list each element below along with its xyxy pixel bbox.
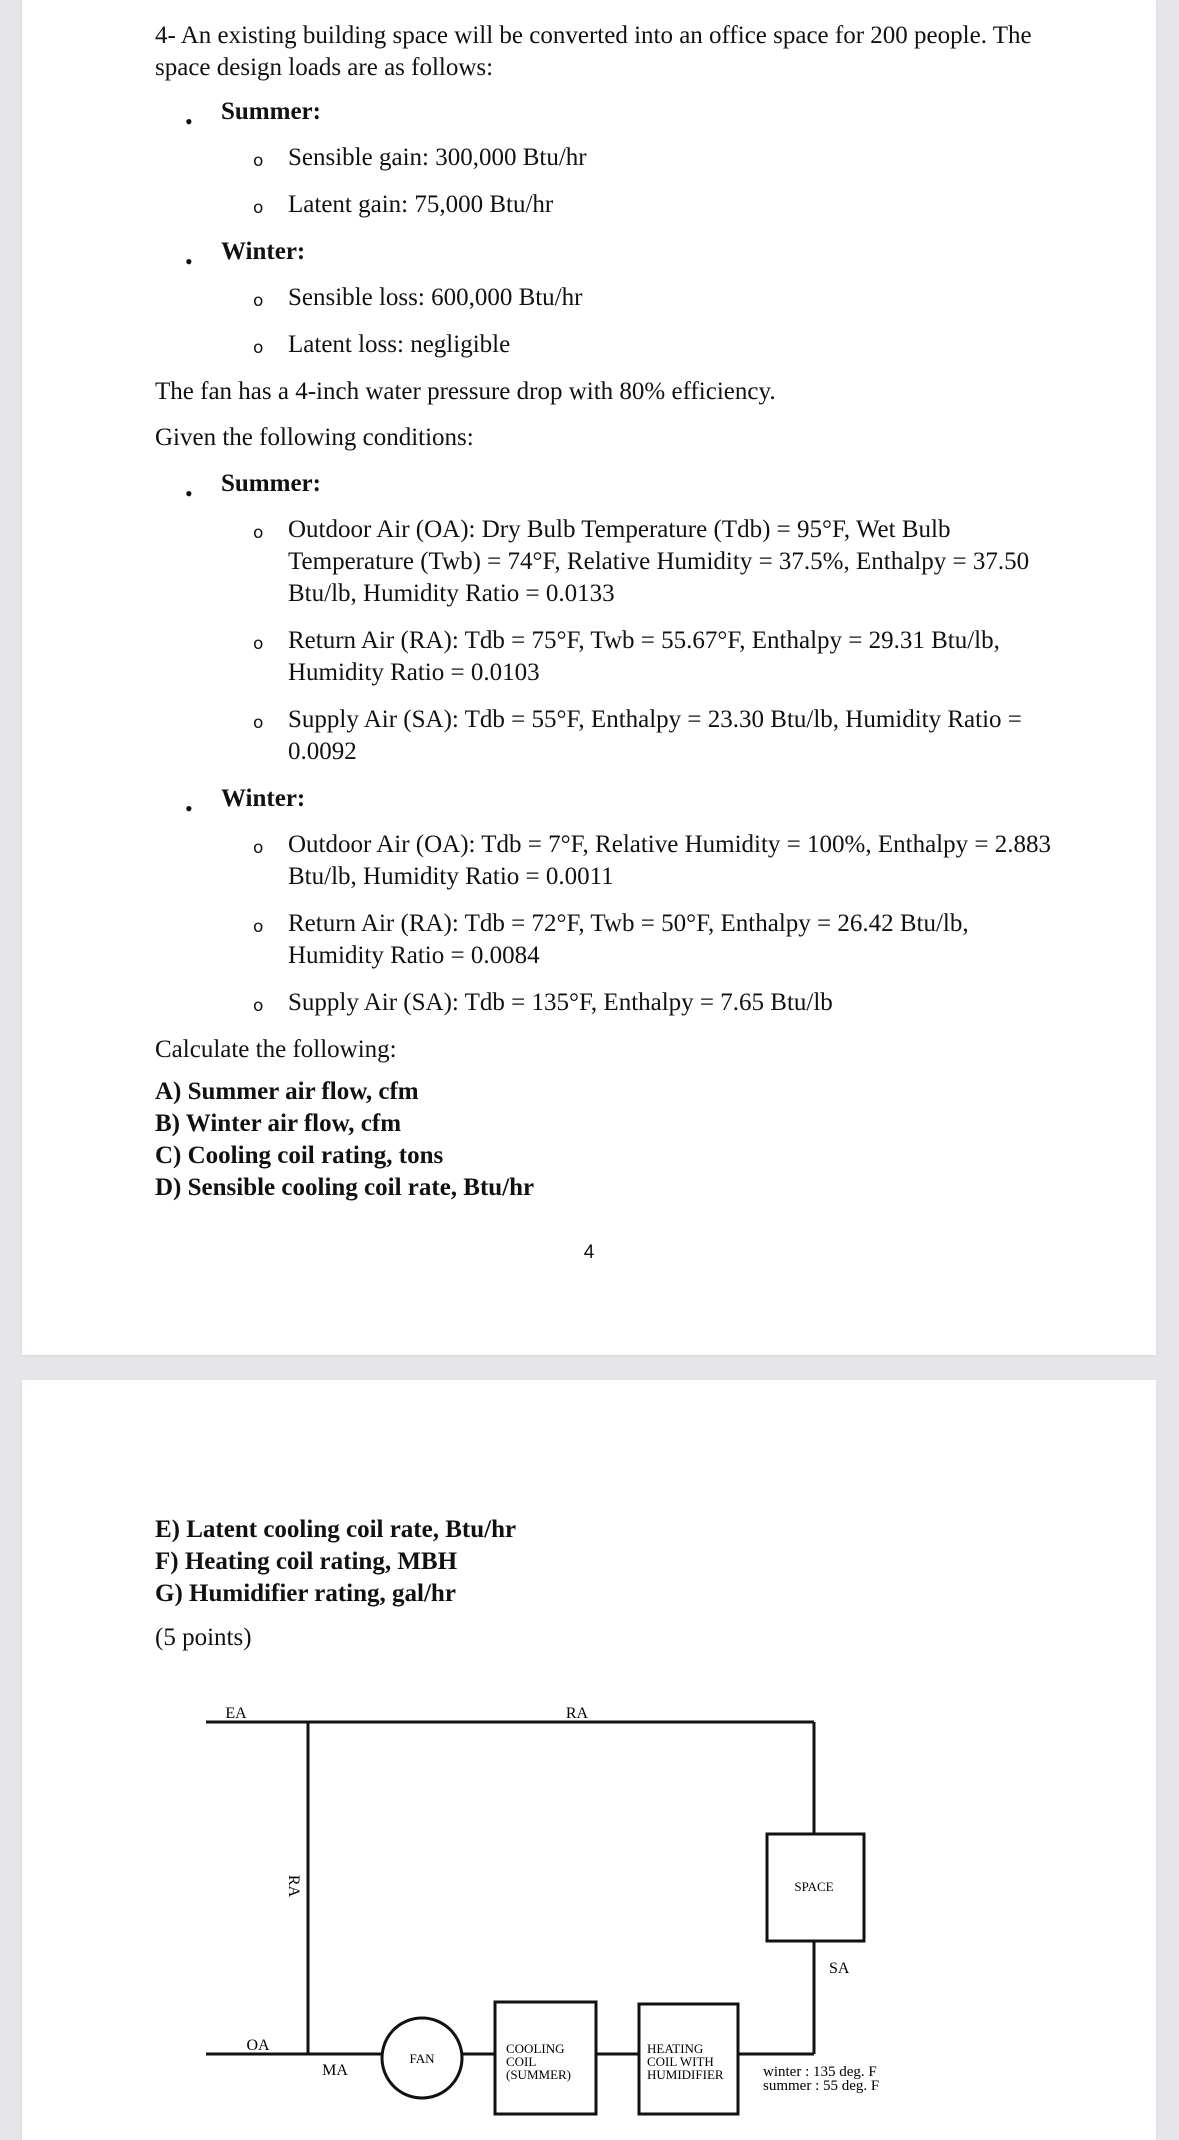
summer-loads-sublist (221, 142, 1056, 221)
document-page-2 (22, 1380, 1156, 2140)
list-item: o Return Air (RA): Tdb = 75°F, Twb = 55.67°F, Enthalpy = 29.31 Btu/lb, Humidity Ratio = 0.0103 (221, 625, 1056, 689)
winter-heading: • Winter: (221, 785, 306, 812)
questions-list-page-1 (155, 1076, 1056, 1204)
page-1-content (155, 20, 1056, 1204)
list-item: o Latent gain: 75,000 Btu/hr (221, 189, 1056, 221)
summer-conditions-sublist (221, 514, 1056, 768)
winter-loads-sublist (221, 282, 1056, 361)
conditions-summer (155, 468, 1056, 768)
cooling-coil-line-2: COIL (506, 2054, 537, 2069)
question-b: B) Winter air flow, cfm (155, 1110, 402, 1137)
winter-temp-label: winter : 135 deg. F (763, 2064, 877, 2080)
question-d: D) Sensible cooling coil rate, Btu/hr (155, 1174, 535, 1201)
space-label: SPACE (794, 1879, 834, 1894)
fan-text: The fan has a 4-inch water pressure drop with 80% efficiency. (155, 378, 776, 405)
list-item: o Latent loss: negligible (221, 329, 1056, 361)
points-text: (5 points) (155, 1624, 252, 1651)
winter-conditions-sublist (221, 829, 1056, 1019)
conditions-list (155, 468, 1056, 1019)
list-item: o Outdoor Air (OA): Dry Bulb Temperature (Tdb) = 95°F, Wet Bulb Temperature (Twb) = 74°F, Relative Humidity = 37.5%, Enthalpy = 37.50 Btu/lb, Humidity Ratio = 0.0133 (221, 514, 1056, 610)
ma-label: MA (322, 2062, 348, 2079)
question-g: G) Humidifier rating, gal/hr (155, 1580, 456, 1607)
question-f: F) Heating coil rating, MBH (155, 1548, 458, 1575)
design-loads-list (155, 96, 1056, 361)
ra-top-label: RA (565, 1705, 589, 1722)
given-text: Given the following conditions: (155, 424, 474, 451)
list-item: o Return Air (RA): Tdb = 72°F, Twb = 50°F, Enthalpy = 26.42 Btu/lb, Humidity Ratio = 0.0084 (221, 908, 1056, 972)
heating-coil-line-3: HUMIDIFIER (647, 2067, 724, 2082)
conditions-winter (155, 783, 1056, 1019)
summer-heading: • Summer: (221, 98, 321, 125)
calc-text: Calculate the following: (155, 1036, 397, 1063)
summer-heading: • Summer: (221, 470, 321, 497)
oa-label: OA (246, 2037, 270, 2054)
ra-side-label: RA (285, 1874, 302, 1898)
cooling-coil-line-3: (SUMMER) (506, 2067, 572, 2082)
summer-temp-label: summer : 55 deg. F (763, 2078, 880, 2094)
document-page-1 (22, 0, 1156, 1355)
page-number: 4 (583, 1242, 595, 1263)
cooling-coil-line-1: COOLING (506, 2041, 565, 2056)
question-e: E) Latent cooling coil rate, Btu/hr (155, 1516, 517, 1543)
heating-coil-line-1: HEATING (647, 2041, 704, 2056)
list-item: o Supply Air (SA): Tdb = 55°F, Enthalpy = 23.30 Btu/lb, Humidity Ratio = 0.0092 (221, 704, 1056, 768)
design-loads-winter (155, 236, 1056, 361)
design-loads-summer (155, 96, 1056, 221)
list-item: o Sensible gain: 300,000 Btu/hr (221, 142, 1056, 174)
ea-label: EA (225, 1705, 247, 1722)
sa-label: SA (829, 1960, 850, 1977)
list-item: o Supply Air (SA): Tdb = 135°F, Enthalpy = 7.65 Btu/lb (221, 987, 1056, 1019)
heating-coil-line-2: COIL WITH (647, 2054, 714, 2069)
list-item: o Sensible loss: 600,000 Btu/hr (221, 282, 1056, 314)
hvac-schematic-diagram (22, 1380, 1156, 2140)
winter-heading: • Winter: (221, 238, 306, 265)
problem-intro: 4- An existing building space will be converted into an office space for 200 people. The space design loads are as follows: (155, 22, 1032, 81)
question-a: A) Summer air flow, cfm (155, 1078, 419, 1105)
list-item: o Outdoor Air (OA): Tdb = 7°F, Relative Humidity = 100%, Enthalpy = 2.883 Btu/lb, Humidity Ratio = 0.0011 (221, 829, 1056, 893)
question-c: C) Cooling coil rating, tons (155, 1142, 444, 1169)
fan-label: FAN (409, 2051, 435, 2066)
